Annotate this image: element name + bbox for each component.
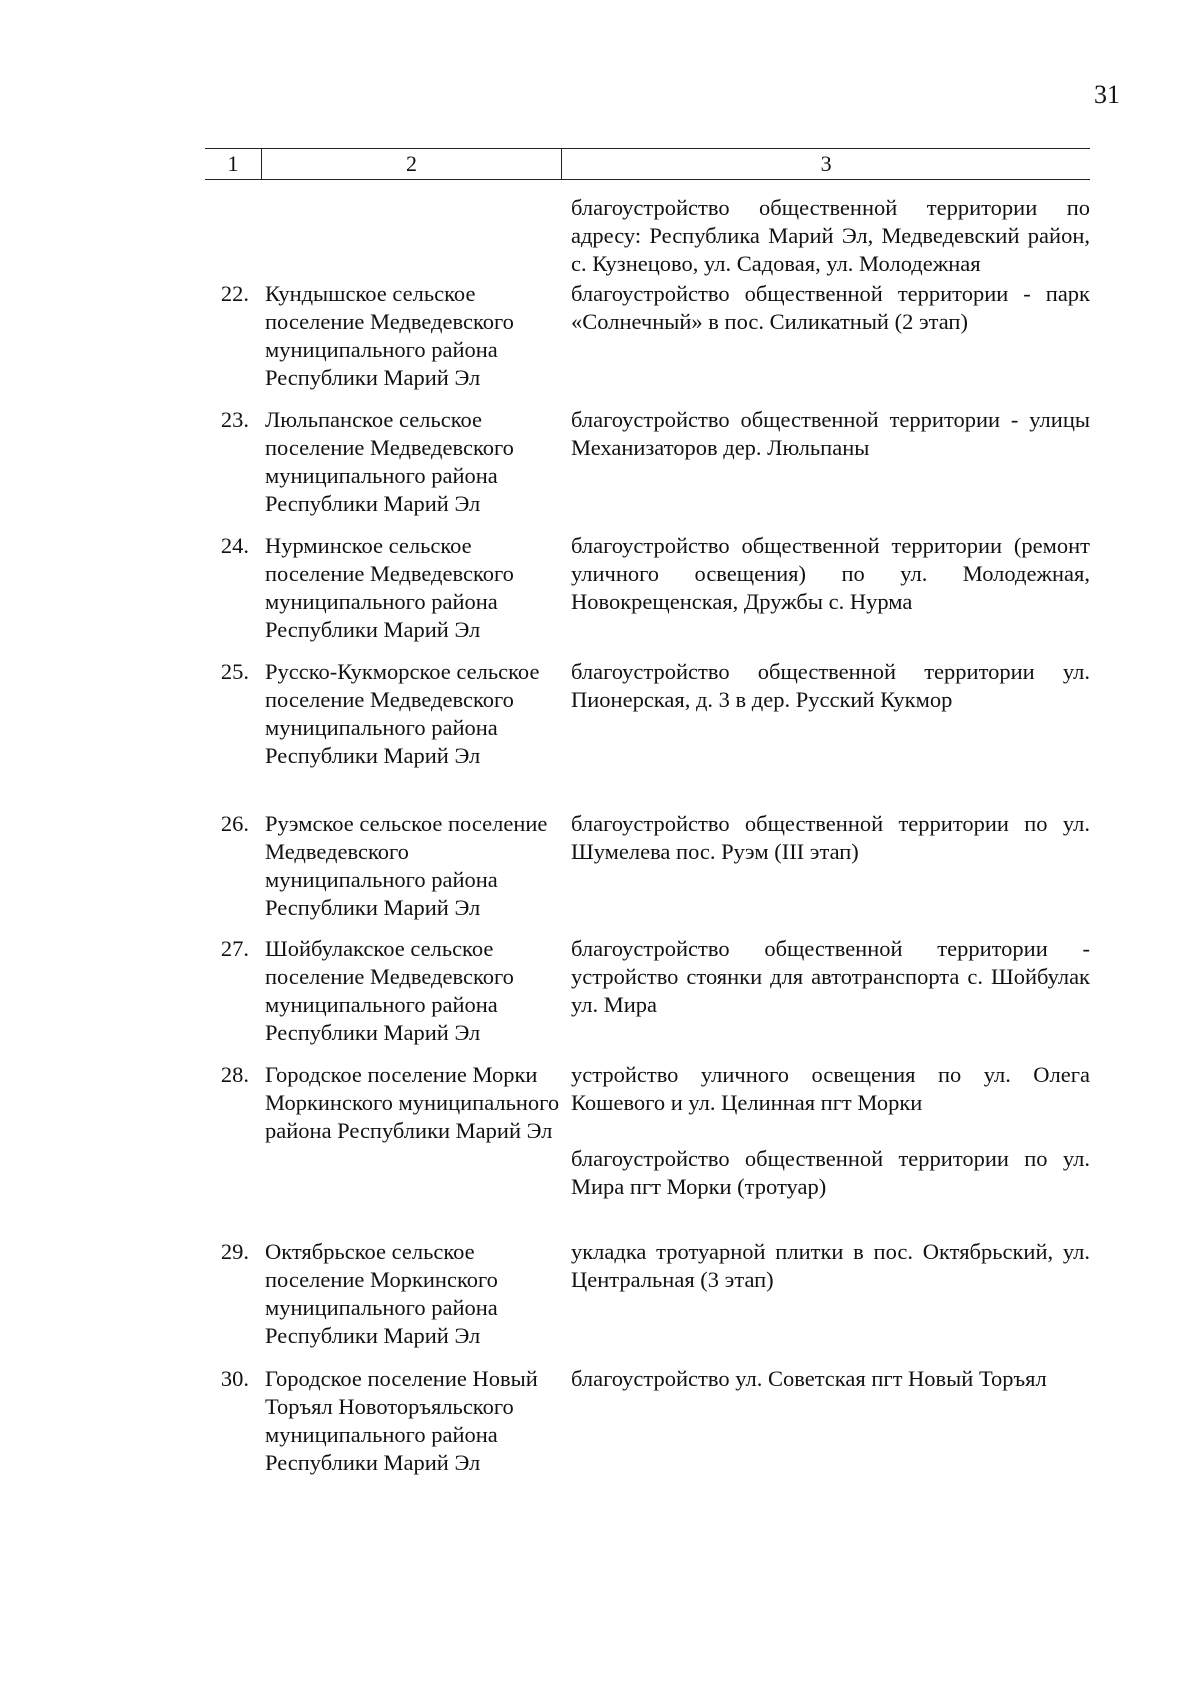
table-row [205, 1061, 1090, 1201]
works-cell [561, 406, 1090, 462]
settlement-name: Нурминское сельское поселение Медведевского муниципального района Республики Марий Эл [265, 533, 514, 642]
header-col-1: 1 [227, 151, 239, 176]
settlement-name: Городское поселение Новый Торъял Новоторъяльского муниципального района Республики Марий Эл [265, 1366, 538, 1475]
settlement-name: Люльпанское сельское поселение Медведевского муниципального района Республики Марий Эл [265, 407, 514, 516]
work-description: устройство уличного освещения по ул. Олега Кошевого и ул. Целинная пгт Морки [571, 1062, 1090, 1115]
works-cell [561, 1365, 1090, 1393]
row-number: 30. [220, 1366, 249, 1391]
row-number: 28. [220, 1062, 249, 1087]
row-number: 22. [220, 281, 249, 306]
table-row [205, 810, 1090, 922]
row-number: 23. [220, 407, 249, 432]
settlement-name: Октябрьское сельское поселение Моркинского муниципального района Республики Марий Эл [265, 1239, 498, 1348]
settlement-name: Городское поселение Морки Моркинского муниципального района Республики Марий Эл [265, 1062, 560, 1143]
work-description: благоустройство общественной территории - парк «Солнечный» в пос. Силикатный (2 этап) [571, 281, 1090, 334]
work-description: благоустройство общественной территории - улицы Механизаторов дер. Люльпаны [571, 407, 1090, 460]
table-row [205, 406, 1090, 518]
works-cell [561, 935, 1090, 1019]
settlement-name: Руэмское сельское поселение Медведевского муниципального района Республики Марий Эл [265, 811, 548, 920]
table-header [205, 148, 1090, 180]
settlement-name: Русско-Кукморское сельское поселение Медведевского муниципального района Республики Марий Эл [265, 659, 540, 768]
work-description: благоустройство общественной территории (ремонт уличного освещения) по ул. Молодежная, Новокрещенская, Дружбы с. Нурма [571, 533, 1090, 614]
works-cell [561, 532, 1090, 616]
settlement-name: Шойбулакское сельское поселение Медведевского муниципального района Республики Марий Эл [265, 936, 514, 1045]
row-number: 25. [220, 659, 249, 684]
header-col-2: 2 [261, 149, 561, 179]
works-cell [561, 194, 1090, 278]
table-row [205, 1238, 1090, 1350]
table-row [205, 194, 1090, 278]
work-description: укладка тротуарной плитки в пос. Октябрьский, ул. Центральная (3 этап) [571, 1239, 1090, 1292]
work-description: благоустройство общественной территории ул. Пионерская, д. 3 в дер. Русский Кукмор [571, 659, 1090, 712]
table-row [205, 280, 1090, 392]
row-number: 27. [220, 936, 249, 961]
table-row [205, 935, 1090, 1047]
page-number: 31 [1094, 80, 1120, 109]
work-description: благоустройство ул. Советская пгт Новый Торъял [571, 1366, 1047, 1391]
row-number: 29. [220, 1239, 249, 1264]
works-cell [561, 658, 1090, 714]
works-cell [561, 810, 1090, 866]
works-cell [561, 1238, 1090, 1294]
work-description: благоустройство общественной территории по ул. Шумелева пос. Руэм (III этап) [571, 811, 1090, 864]
table-row [205, 1365, 1090, 1477]
header-col-3: 3 [561, 149, 1090, 179]
work-description: благоустройство общественной территории по ул. Мира пгт Морки (тротуар) [571, 1146, 1090, 1199]
works-cell [561, 280, 1090, 336]
row-number: 24. [220, 533, 249, 558]
table-row [205, 658, 1090, 770]
works-cell [561, 1061, 1090, 1201]
settlement-name: Кундышское сельское поселение Медведевского муниципального района Республики Марий Эл [265, 281, 514, 390]
work-description: благоустройство общественной территории - устройство стоянки для автотранспорта с. Шойбулак ул. Мира [571, 936, 1090, 1017]
table-row [205, 532, 1090, 644]
work-description: благоустройство общественной территории по адресу: Республика Марий Эл, Медведевский район, с. Кузнецово, ул. Садовая, ул. Молодежная [571, 195, 1090, 276]
row-number: 26. [220, 811, 249, 836]
